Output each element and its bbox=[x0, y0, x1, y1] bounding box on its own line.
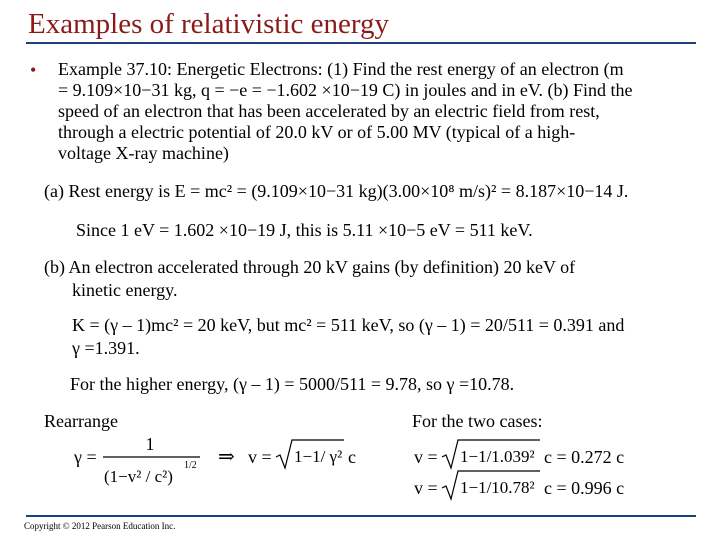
rearrange-label: Rearrange bbox=[44, 411, 118, 431]
case1-lhs: v = bbox=[414, 447, 438, 467]
footer-divider bbox=[26, 515, 696, 517]
copyright-notice: Copyright © 2012 Pearson Education Inc. bbox=[24, 521, 176, 531]
case2-result: c = 0.996 c bbox=[544, 478, 625, 498]
statement-line-1: Example 37.10: Energetic Electrons: (1) Find the rest energy of an electron (m bbox=[58, 59, 624, 79]
case1-result: c = 0.272 c bbox=[544, 447, 625, 467]
case2-radicand: 1−1/10.78² bbox=[460, 478, 535, 497]
bullet-marker: • bbox=[30, 60, 37, 80]
statement-line-5: voltage X-ray machine) bbox=[58, 143, 229, 163]
rest-energy-line: (a) Rest energy is E = mc² = (9.109×10−31 kg)(3.00×10⁸ m/s)² = 8.187×10−14 J. bbox=[44, 181, 629, 201]
kinetic-line-2: γ =1.391. bbox=[72, 338, 140, 358]
case1-radicand: 1−1/1.039² bbox=[460, 447, 535, 466]
v-lhs: v = bbox=[248, 447, 272, 467]
two-cases-label: For the two cases: bbox=[412, 411, 543, 431]
part-b-line-2: kinetic energy. bbox=[72, 280, 178, 300]
statement-line-3: speed of an electron that has been accelerated by an electric field from rest, bbox=[58, 101, 600, 121]
gamma-exponent: 1/2 bbox=[184, 460, 197, 471]
v-radicand: 1−1/ γ² bbox=[294, 447, 343, 466]
gamma-numerator: 1 bbox=[145, 434, 155, 454]
slide-title: Examples of relativistic energy bbox=[28, 8, 390, 40]
gamma-denominator: (1−v² / c²) bbox=[104, 467, 173, 486]
case2-lhs: v = bbox=[414, 478, 438, 498]
gamma-lhs: γ = bbox=[74, 447, 97, 467]
part-b-line-1: (b) An electron accelerated through 20 kV gains (by definition) 20 keV of bbox=[44, 257, 576, 277]
implies-arrow: ⇒ bbox=[218, 446, 235, 468]
ev-conversion-line: Since 1 eV = 1.602 ×10−19 J, this is 5.11 ×10−5 eV = 511 keV. bbox=[76, 220, 533, 240]
kinetic-line-1: K = (γ – 1)mc² = 20 keV, but mc² = 511 keV, so (γ – 1) = 20/511 = 0.391 and bbox=[72, 315, 625, 335]
statement-line-2: = 9.109×10−31 kg, q = −e = −1.602 ×10−19 C) in joules and in eV. (b) Find the bbox=[58, 80, 633, 100]
statement-line-4: through a electric potential of 20.0 kV or of 5.00 MV (typical of a high- bbox=[58, 122, 576, 142]
v-speed-of-light: c bbox=[348, 447, 356, 467]
higher-energy-line: For the higher energy, (γ – 1) = 5000/511 = 9.78, so γ =10.78. bbox=[70, 374, 515, 394]
